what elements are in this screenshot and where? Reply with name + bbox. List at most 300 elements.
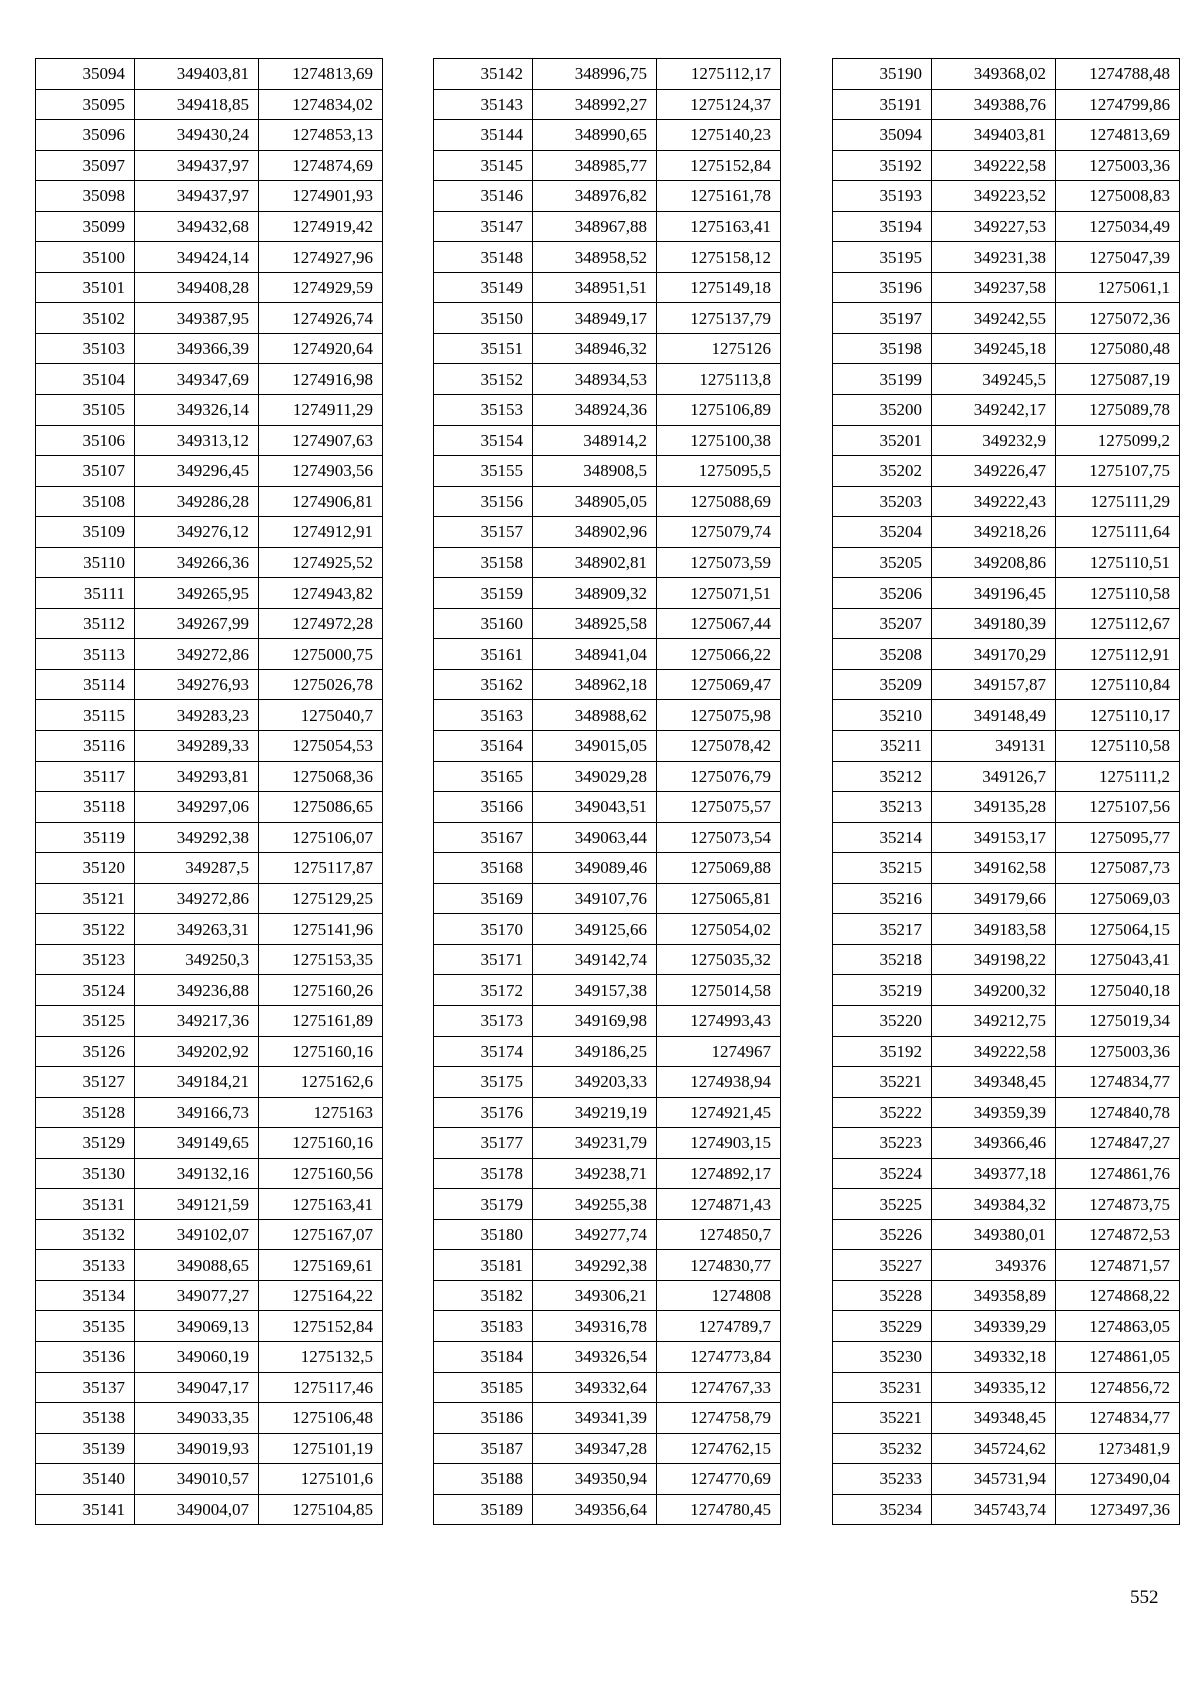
x-coordinate-cell: 349377,18: [932, 1158, 1056, 1189]
table-row: [36, 89, 383, 120]
table-row: [36, 578, 383, 609]
table-row: [833, 456, 1180, 487]
point-id-cell: 35107: [36, 456, 135, 487]
point-id-cell: 35150: [434, 303, 533, 334]
table-row: [434, 1341, 781, 1372]
x-coordinate-cell: 349183,58: [932, 914, 1056, 945]
point-id-cell: 35173: [434, 1005, 533, 1036]
y-coordinate-cell: 1275110,58: [1056, 578, 1180, 609]
table-row: [36, 425, 383, 456]
point-id-cell: 35106: [36, 425, 135, 456]
x-coordinate-cell: 349289,33: [135, 731, 259, 762]
table-row: [833, 608, 1180, 639]
table-row: [434, 1128, 781, 1159]
x-coordinate-cell: 345743,74: [932, 1494, 1056, 1525]
y-coordinate-cell: 1275100,38: [657, 425, 781, 456]
table-row: [434, 89, 781, 120]
point-id-cell: 35114: [36, 669, 135, 700]
y-coordinate-cell: 1275107,56: [1056, 792, 1180, 823]
y-coordinate-cell: 1274834,77: [1056, 1403, 1180, 1434]
point-id-cell: 35227: [833, 1250, 932, 1281]
x-coordinate-cell: 349250,3: [135, 944, 259, 975]
y-coordinate-cell: 1274834,77: [1056, 1067, 1180, 1098]
x-coordinate-cell: 349358,89: [932, 1280, 1056, 1311]
table-row: [833, 547, 1180, 578]
x-coordinate-cell: 349142,74: [533, 944, 657, 975]
x-coordinate-cell: 349227,53: [932, 211, 1056, 242]
coordinate-table-1: [35, 58, 383, 1525]
table-row: [36, 914, 383, 945]
table-row: [833, 1219, 1180, 1250]
x-coordinate-cell: 349348,45: [932, 1067, 1056, 1098]
table-row: [833, 1464, 1180, 1495]
y-coordinate-cell: 1274907,63: [259, 425, 383, 456]
y-coordinate-cell: 1275161,89: [259, 1005, 383, 1036]
y-coordinate-cell: 1275089,78: [1056, 395, 1180, 426]
y-coordinate-cell: 1274773,84: [657, 1341, 781, 1372]
x-coordinate-cell: 349089,46: [533, 853, 657, 884]
x-coordinate-cell: 349232,9: [932, 425, 1056, 456]
table-row: [434, 883, 781, 914]
point-id-cell: 35134: [36, 1280, 135, 1311]
point-id-cell: 35108: [36, 486, 135, 517]
x-coordinate-cell: 349255,38: [533, 1189, 657, 1220]
x-coordinate-cell: 349276,12: [135, 517, 259, 548]
coordinate-table-3: [832, 58, 1180, 1525]
table-row: [434, 608, 781, 639]
x-coordinate-cell: 349107,76: [533, 883, 657, 914]
y-coordinate-cell: 1274993,43: [657, 1005, 781, 1036]
x-coordinate-cell: 349287,5: [135, 853, 259, 884]
y-coordinate-cell: 1275117,46: [259, 1372, 383, 1403]
x-coordinate-cell: 349148,49: [932, 700, 1056, 731]
table-row: [833, 59, 1180, 90]
x-coordinate-cell: 348902,96: [533, 517, 657, 548]
point-id-cell: 35181: [434, 1250, 533, 1281]
x-coordinate-cell: 349157,38: [533, 975, 657, 1006]
y-coordinate-cell: 1275158,12: [657, 242, 781, 273]
y-coordinate-cell: 1275003,36: [1056, 1036, 1180, 1067]
point-id-cell: 35161: [434, 639, 533, 670]
x-coordinate-cell: 349208,86: [932, 547, 1056, 578]
y-coordinate-cell: 1275065,81: [657, 883, 781, 914]
table-row: [833, 822, 1180, 853]
x-coordinate-cell: 349149,65: [135, 1128, 259, 1159]
y-coordinate-cell: 1275110,51: [1056, 547, 1180, 578]
coordinate-table-2: [433, 58, 781, 1525]
table-row: [833, 1158, 1180, 1189]
point-id-cell: 35151: [434, 333, 533, 364]
x-coordinate-cell: 349222,58: [932, 1036, 1056, 1067]
x-coordinate-cell: 349245,5: [932, 364, 1056, 395]
x-coordinate-cell: 349380,01: [932, 1219, 1056, 1250]
point-id-cell: 35119: [36, 822, 135, 853]
table-row: [36, 1372, 383, 1403]
point-id-cell: 35100: [36, 242, 135, 273]
table-row: [36, 944, 383, 975]
y-coordinate-cell: 1274925,52: [259, 547, 383, 578]
table-row: [36, 1280, 383, 1311]
point-id-cell: 35138: [36, 1403, 135, 1434]
table-row: [434, 822, 781, 853]
table-row: [434, 1433, 781, 1464]
y-coordinate-cell: 1275087,19: [1056, 364, 1180, 395]
x-coordinate-cell: 349125,66: [533, 914, 657, 945]
point-id-cell: 35162: [434, 669, 533, 700]
y-coordinate-cell: 1275163,41: [259, 1189, 383, 1220]
table-row: [434, 792, 781, 823]
x-coordinate-cell: 349242,17: [932, 395, 1056, 426]
y-coordinate-cell: 1275117,87: [259, 853, 383, 884]
y-coordinate-cell: 1275160,16: [259, 1036, 383, 1067]
point-id-cell: 35123: [36, 944, 135, 975]
x-coordinate-cell: 349296,45: [135, 456, 259, 487]
y-coordinate-cell: 1275113,8: [657, 364, 781, 395]
table-row: [36, 1189, 383, 1220]
y-coordinate-cell: 1274808: [657, 1280, 781, 1311]
y-coordinate-cell: 1275111,2: [1056, 761, 1180, 792]
table-row: [833, 272, 1180, 303]
x-coordinate-cell: 349077,27: [135, 1280, 259, 1311]
x-coordinate-cell: 348946,32: [533, 333, 657, 364]
y-coordinate-cell: 1275068,36: [259, 761, 383, 792]
x-coordinate-cell: 349283,23: [135, 700, 259, 731]
point-id-cell: 35120: [36, 853, 135, 884]
table-row: [36, 211, 383, 242]
table-row: [833, 1250, 1180, 1281]
table-row: [833, 181, 1180, 212]
point-id-cell: 35207: [833, 608, 932, 639]
table-row: [36, 517, 383, 548]
table-row: [434, 639, 781, 670]
y-coordinate-cell: 1275153,35: [259, 944, 383, 975]
table-row: [36, 364, 383, 395]
y-coordinate-cell: 1275101,19: [259, 1433, 383, 1464]
point-id-cell: 35129: [36, 1128, 135, 1159]
point-id-cell: 35111: [36, 578, 135, 609]
table-row: [36, 1464, 383, 1495]
x-coordinate-cell: 349387,95: [135, 303, 259, 334]
x-coordinate-cell: 349316,78: [533, 1311, 657, 1342]
point-id-cell: 35121: [36, 883, 135, 914]
table-row: [434, 211, 781, 242]
point-id-cell: 35231: [833, 1372, 932, 1403]
table-row: [36, 1311, 383, 1342]
point-id-cell: 35192: [833, 150, 932, 181]
point-id-cell: 35221: [833, 1403, 932, 1434]
table-row: [434, 1494, 781, 1525]
table-row: [833, 89, 1180, 120]
y-coordinate-cell: 1274850,7: [657, 1219, 781, 1250]
x-coordinate-cell: 348924,36: [533, 395, 657, 426]
table-row: [434, 395, 781, 426]
table-row: [833, 853, 1180, 884]
y-coordinate-cell: 1275054,02: [657, 914, 781, 945]
x-coordinate-cell: 349276,93: [135, 669, 259, 700]
table-row: [434, 1158, 781, 1189]
table-row: [833, 1189, 1180, 1220]
x-coordinate-cell: 349202,92: [135, 1036, 259, 1067]
y-coordinate-cell: 1275000,75: [259, 639, 383, 670]
point-id-cell: 35144: [434, 120, 533, 151]
table-row: [833, 914, 1180, 945]
y-coordinate-cell: 1274813,69: [1056, 120, 1180, 151]
point-id-cell: 35163: [434, 700, 533, 731]
x-coordinate-cell: 348985,77: [533, 150, 657, 181]
y-coordinate-cell: 1274892,17: [657, 1158, 781, 1189]
y-coordinate-cell: 1275132,5: [259, 1341, 383, 1372]
table-row: [833, 761, 1180, 792]
point-id-cell: 35113: [36, 639, 135, 670]
y-coordinate-cell: 1275069,88: [657, 853, 781, 884]
x-coordinate-cell: 349265,95: [135, 578, 259, 609]
point-id-cell: 35186: [434, 1403, 533, 1434]
y-coordinate-cell: 1275104,85: [259, 1494, 383, 1525]
point-id-cell: 35160: [434, 608, 533, 639]
table-row: [833, 1403, 1180, 1434]
y-coordinate-cell: 1275149,18: [657, 272, 781, 303]
point-id-cell: 35222: [833, 1097, 932, 1128]
table-row: [833, 669, 1180, 700]
point-id-cell: 35226: [833, 1219, 932, 1250]
y-coordinate-cell: 1274921,45: [657, 1097, 781, 1128]
table-row: [833, 1311, 1180, 1342]
x-coordinate-cell: 349069,13: [135, 1311, 259, 1342]
table-row: [434, 914, 781, 945]
x-coordinate-cell: 349166,73: [135, 1097, 259, 1128]
x-coordinate-cell: 349332,18: [932, 1341, 1056, 1372]
y-coordinate-cell: 1275160,56: [259, 1158, 383, 1189]
table-row: [434, 181, 781, 212]
table-row: [833, 1128, 1180, 1159]
point-id-cell: 35218: [833, 944, 932, 975]
y-coordinate-cell: 1275124,37: [657, 89, 781, 120]
x-coordinate-cell: 349326,54: [533, 1341, 657, 1372]
y-coordinate-cell: 1275140,23: [657, 120, 781, 151]
point-id-cell: 35165: [434, 761, 533, 792]
point-id-cell: 35102: [36, 303, 135, 334]
y-coordinate-cell: 1275014,58: [657, 975, 781, 1006]
point-id-cell: 35194: [833, 211, 932, 242]
point-id-cell: 35209: [833, 669, 932, 700]
x-coordinate-cell: 348958,52: [533, 242, 657, 273]
x-coordinate-cell: 348992,27: [533, 89, 657, 120]
x-coordinate-cell: 348951,51: [533, 272, 657, 303]
x-coordinate-cell: 349157,87: [932, 669, 1056, 700]
table-row: [833, 120, 1180, 151]
point-id-cell: 35182: [434, 1280, 533, 1311]
point-id-cell: 35212: [833, 761, 932, 792]
point-id-cell: 35230: [833, 1341, 932, 1372]
table-row: [833, 1067, 1180, 1098]
y-coordinate-cell: 1274834,02: [259, 89, 383, 120]
x-coordinate-cell: 349408,28: [135, 272, 259, 303]
y-coordinate-cell: 1274789,7: [657, 1311, 781, 1342]
point-id-cell: 35177: [434, 1128, 533, 1159]
point-id-cell: 35199: [833, 364, 932, 395]
x-coordinate-cell: 349236,88: [135, 975, 259, 1006]
table-row: [833, 1341, 1180, 1372]
y-coordinate-cell: 1274813,69: [259, 59, 383, 90]
x-coordinate-cell: 349293,81: [135, 761, 259, 792]
x-coordinate-cell: 345731,94: [932, 1464, 1056, 1495]
table-row: [833, 883, 1180, 914]
point-id-cell: 35197: [833, 303, 932, 334]
point-id-cell: 35122: [36, 914, 135, 945]
point-id-cell: 35206: [833, 578, 932, 609]
x-coordinate-cell: 349131: [932, 731, 1056, 762]
y-coordinate-cell: 1275071,51: [657, 578, 781, 609]
table-row: [36, 731, 383, 762]
y-coordinate-cell: 1275073,59: [657, 547, 781, 578]
point-id-cell: 35220: [833, 1005, 932, 1036]
x-coordinate-cell: 349010,57: [135, 1464, 259, 1495]
x-coordinate-cell: 349237,58: [932, 272, 1056, 303]
point-id-cell: 35117: [36, 761, 135, 792]
y-coordinate-cell: 1275079,74: [657, 517, 781, 548]
point-id-cell: 35095: [36, 89, 135, 120]
y-coordinate-cell: 1275095,5: [657, 456, 781, 487]
point-id-cell: 35146: [434, 181, 533, 212]
table-row: [36, 1005, 383, 1036]
point-id-cell: 35225: [833, 1189, 932, 1220]
y-coordinate-cell: 1275069,03: [1056, 883, 1180, 914]
y-coordinate-cell: 1275137,79: [657, 303, 781, 334]
point-id-cell: 35166: [434, 792, 533, 823]
table-row: [434, 1097, 781, 1128]
point-id-cell: 35147: [434, 211, 533, 242]
x-coordinate-cell: 349186,25: [533, 1036, 657, 1067]
x-coordinate-cell: 349292,38: [533, 1250, 657, 1281]
x-coordinate-cell: 348996,75: [533, 59, 657, 90]
point-id-cell: 35195: [833, 242, 932, 273]
y-coordinate-cell: 1275164,22: [259, 1280, 383, 1311]
table-row: [833, 1005, 1180, 1036]
point-id-cell: 35193: [833, 181, 932, 212]
y-coordinate-cell: 1275067,44: [657, 608, 781, 639]
point-id-cell: 35208: [833, 639, 932, 670]
y-coordinate-cell: 1274762,15: [657, 1433, 781, 1464]
x-coordinate-cell: 349332,64: [533, 1372, 657, 1403]
x-coordinate-cell: 349245,18: [932, 333, 1056, 364]
x-coordinate-cell: 349388,76: [932, 89, 1056, 120]
y-coordinate-cell: 1275160,16: [259, 1128, 383, 1159]
x-coordinate-cell: 349184,21: [135, 1067, 259, 1098]
point-id-cell: 35098: [36, 181, 135, 212]
table-row: [833, 242, 1180, 273]
point-id-cell: 35187: [434, 1433, 533, 1464]
table-row: [434, 59, 781, 90]
point-id-cell: 35104: [36, 364, 135, 395]
point-id-cell: 35096: [36, 120, 135, 151]
y-coordinate-cell: 1274873,75: [1056, 1189, 1180, 1220]
x-coordinate-cell: 349231,79: [533, 1128, 657, 1159]
x-coordinate-cell: 348990,65: [533, 120, 657, 151]
table-row: [36, 822, 383, 853]
point-id-cell: 35234: [833, 1494, 932, 1525]
y-coordinate-cell: 1275161,78: [657, 181, 781, 212]
y-coordinate-cell: 1275075,98: [657, 700, 781, 731]
point-id-cell: 35152: [434, 364, 533, 395]
y-coordinate-cell: 1274929,59: [259, 272, 383, 303]
y-coordinate-cell: 1274903,56: [259, 456, 383, 487]
x-coordinate-cell: 349180,39: [932, 608, 1056, 639]
x-coordinate-cell: 349015,05: [533, 731, 657, 762]
table-row: [36, 395, 383, 426]
x-coordinate-cell: 348905,05: [533, 486, 657, 517]
table-row: [434, 853, 781, 884]
y-coordinate-cell: 1275107,75: [1056, 456, 1180, 487]
y-coordinate-cell: 1274853,13: [259, 120, 383, 151]
x-coordinate-cell: 348988,62: [533, 700, 657, 731]
x-coordinate-cell: 349297,06: [135, 792, 259, 823]
y-coordinate-cell: 1275078,42: [657, 731, 781, 762]
table-row: [833, 731, 1180, 762]
point-id-cell: 35139: [36, 1433, 135, 1464]
y-coordinate-cell: 1275087,73: [1056, 853, 1180, 884]
y-coordinate-cell: 1274788,48: [1056, 59, 1180, 90]
point-id-cell: 35148: [434, 242, 533, 273]
point-id-cell: 35190: [833, 59, 932, 90]
point-id-cell: 35196: [833, 272, 932, 303]
table-row: [833, 700, 1180, 731]
y-coordinate-cell: 1275080,48: [1056, 333, 1180, 364]
x-coordinate-cell: 349313,12: [135, 425, 259, 456]
table-row: [36, 1219, 383, 1250]
point-id-cell: 35185: [434, 1372, 533, 1403]
table-row: [434, 1372, 781, 1403]
table-row: [434, 1036, 781, 1067]
y-coordinate-cell: 1275043,41: [1056, 944, 1180, 975]
x-coordinate-cell: 349384,32: [932, 1189, 1056, 1220]
y-coordinate-cell: 1274919,42: [259, 211, 383, 242]
point-id-cell: 35228: [833, 1280, 932, 1311]
x-coordinate-cell: 348925,58: [533, 608, 657, 639]
y-coordinate-cell: 1274874,69: [259, 150, 383, 181]
y-coordinate-cell: 1274926,74: [259, 303, 383, 334]
y-coordinate-cell: 1274920,64: [259, 333, 383, 364]
table-row: [833, 1280, 1180, 1311]
point-id-cell: 35232: [833, 1433, 932, 1464]
point-id-cell: 35223: [833, 1128, 932, 1159]
x-coordinate-cell: 348908,5: [533, 456, 657, 487]
y-coordinate-cell: 1275069,47: [657, 669, 781, 700]
x-coordinate-cell: 349135,28: [932, 792, 1056, 823]
table-row: [434, 120, 781, 151]
y-coordinate-cell: 1275129,25: [259, 883, 383, 914]
x-coordinate-cell: 349132,16: [135, 1158, 259, 1189]
table-row: [36, 181, 383, 212]
y-coordinate-cell: 1274912,91: [259, 517, 383, 548]
x-coordinate-cell: 349169,98: [533, 1005, 657, 1036]
x-coordinate-cell: 349060,19: [135, 1341, 259, 1372]
table-row: [36, 1494, 383, 1525]
y-coordinate-cell: 1275003,36: [1056, 150, 1180, 181]
y-coordinate-cell: 1275076,79: [657, 761, 781, 792]
point-id-cell: 35130: [36, 1158, 135, 1189]
table-row: [36, 975, 383, 1006]
y-coordinate-cell: 1273481,9: [1056, 1433, 1180, 1464]
table-row: [833, 395, 1180, 426]
point-id-cell: 35149: [434, 272, 533, 303]
table-row: [434, 1250, 781, 1281]
point-id-cell: 35126: [36, 1036, 135, 1067]
point-id-cell: 35184: [434, 1341, 533, 1372]
x-coordinate-cell: 349029,28: [533, 761, 657, 792]
point-id-cell: 35224: [833, 1158, 932, 1189]
x-coordinate-cell: 349196,45: [932, 578, 1056, 609]
x-coordinate-cell: 348902,81: [533, 547, 657, 578]
